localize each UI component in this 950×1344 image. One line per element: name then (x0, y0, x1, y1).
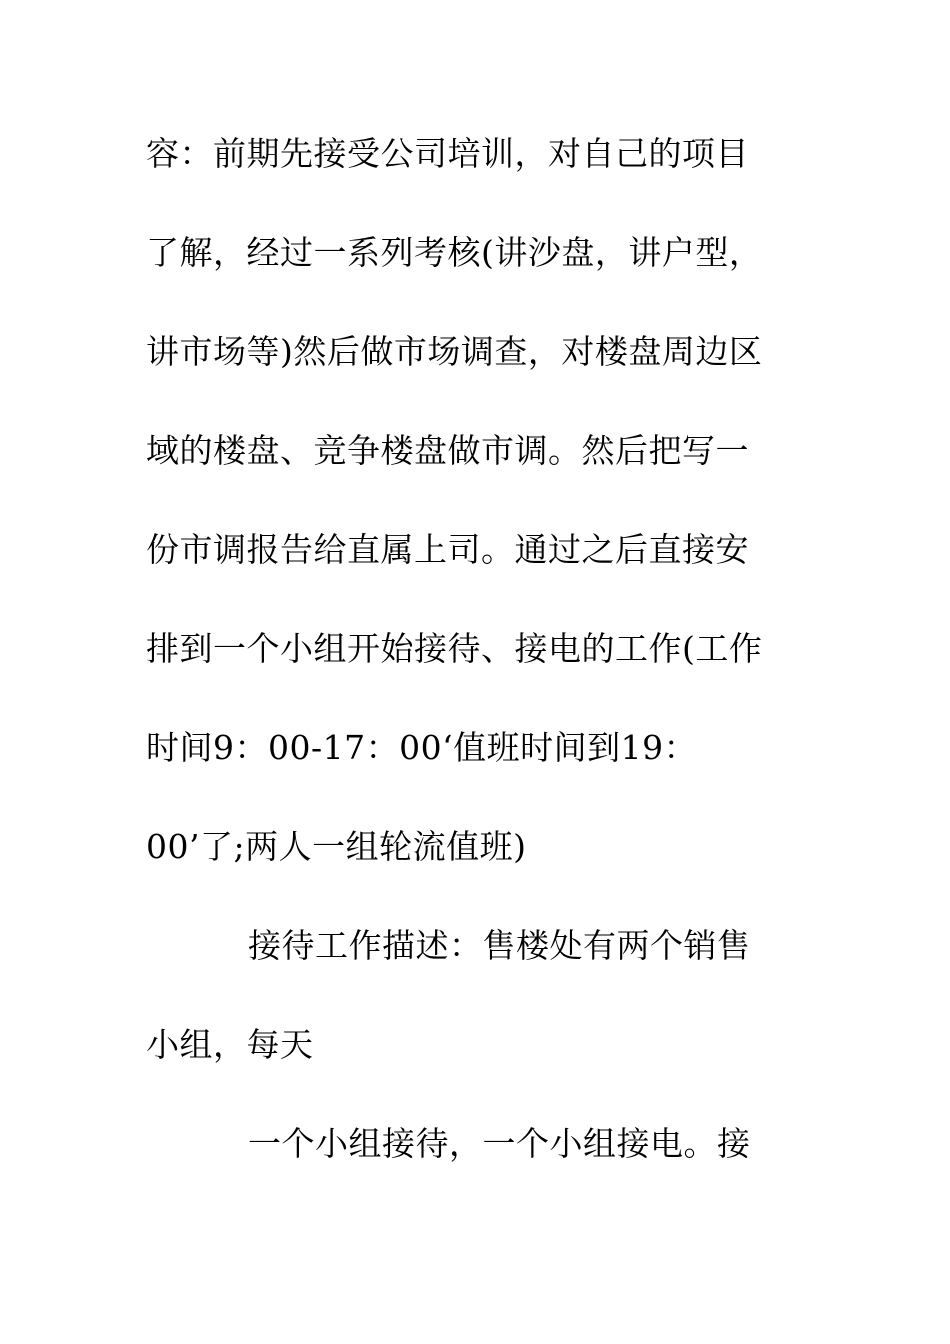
text-line-3: 讲市场等)然后做市场调查，对楼盘周边区 (146, 332, 763, 371)
text-line-2: 了解，经过一系列考核(讲沙盘，讲户型， (146, 233, 763, 272)
text-line-7: 时间9：00-17：00‘值班时间到19： (146, 728, 698, 767)
text-line-5: 份市调报告给直属上司。通过之后直接安 (146, 530, 749, 569)
text-line-9-indented: 接待工作描述：售楼处有两个销售 (248, 926, 751, 965)
text-line-11-indented: 一个小组接待，一个小组接电。接 (248, 1124, 751, 1163)
text-line-8: 00’了;两人一组轮流值班) (146, 827, 527, 866)
text-line-10: 小组，每天 (146, 1025, 314, 1064)
text-line-6: 排到一个小组开始接待、接电的工作(工作 (146, 629, 763, 668)
text-line-1: 容：前期先接受公司培训，对自己的项目 (146, 134, 749, 173)
text-line-4: 域的楼盘、竞争楼盘做市调。然后把写一 (146, 431, 749, 470)
